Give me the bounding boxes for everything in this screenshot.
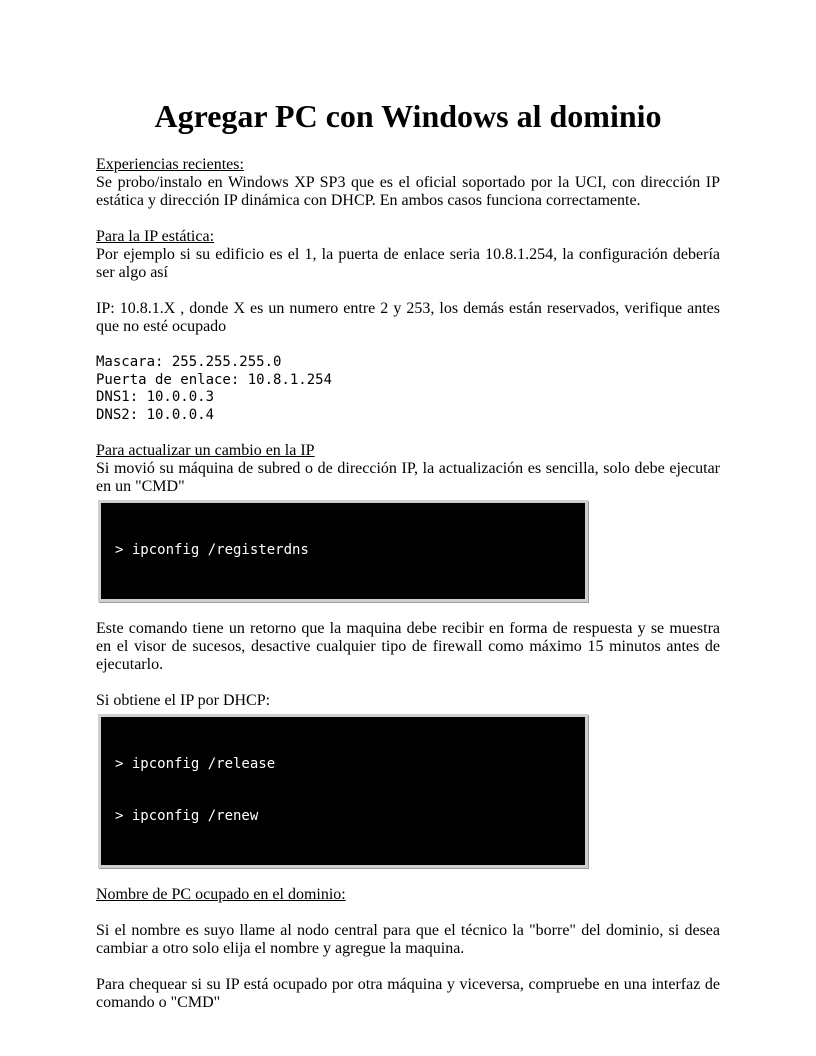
paragraph-actualizar: Si movió su máquina de subred o de dirección IP, la actualización es sencilla, solo debe ejecutar en un "CMD" [96, 460, 720, 495]
heading-ip-estatica: Para la IP estática: [96, 228, 215, 245]
paragraph-ip-estatica: Por ejemplo si su edificio es el 1, la puerta de enlace seria 10.8.1.254, la configuración debería ser algo así [96, 246, 720, 281]
config-block [96, 354, 720, 424]
paragraph-ip-range: IP: 10.8.1.X , donde X es un numero entre 2 y 253, los demás están reservados, verifique antes que no esté ocupado [96, 300, 720, 335]
heading-nombre-pc: Nombre de PC ocupado en el dominio: [96, 885, 346, 903]
command-line-registerdns: > ipconfig /registerdns [115, 542, 309, 558]
page-title: Agregar PC con Windows al dominio [154, 98, 662, 134]
config-line-dns2: DNS2: 10.0.0.4 [96, 406, 215, 423]
command-line-release: > ipconfig /release [115, 755, 276, 772]
command-box-registerdns [98, 500, 588, 602]
command-box-dhcp [98, 714, 588, 868]
paragraph-experiencias: Se probo/instalo en Windows XP SP3 que es el oficial soportado por la UCI, con dirección IP estática y dirección IP dinámica con DHCP. En ambos casos funciona correctamente. [96, 174, 720, 209]
document-page [96, 96, 720, 1012]
config-line-dns1: DNS1: 10.0.0.3 [96, 389, 215, 405]
heading-experiencias: Experiencias recientes: [96, 156, 244, 173]
config-line-mask: Mascara: 255.255.255.0 [96, 354, 282, 370]
paragraph-retorno: Este comando tiene un retorno que la maquina debe recibir en forma de respuesta y se muestra en el visor de sucesos, desactive cualquier tipo de firewall como máximo 15 minutos antes de ejecutarlo. [96, 619, 720, 673]
heading-actualizar: Para actualizar un cambio en la IP [96, 442, 315, 459]
paragraph-chequear-ip: Para chequear si su IP está ocupado por otra máquina y viceversa, compruebe en una interfaz de comando o "CMD" [96, 975, 720, 1011]
config-line-gateway: Puerta de enlace: 10.8.1.254 [96, 371, 333, 388]
paragraph-dhcp: Si obtiene el IP por DHCP: [96, 691, 271, 709]
command-line-renew: > ipconfig /renew [115, 808, 259, 824]
paragraph-nombre-pc: Si el nombre es suyo llame al nodo central para que el técnico la "borre" del dominio, si desea cambiar a otro solo elija el nombre y agregue la maquina. [96, 921, 720, 957]
